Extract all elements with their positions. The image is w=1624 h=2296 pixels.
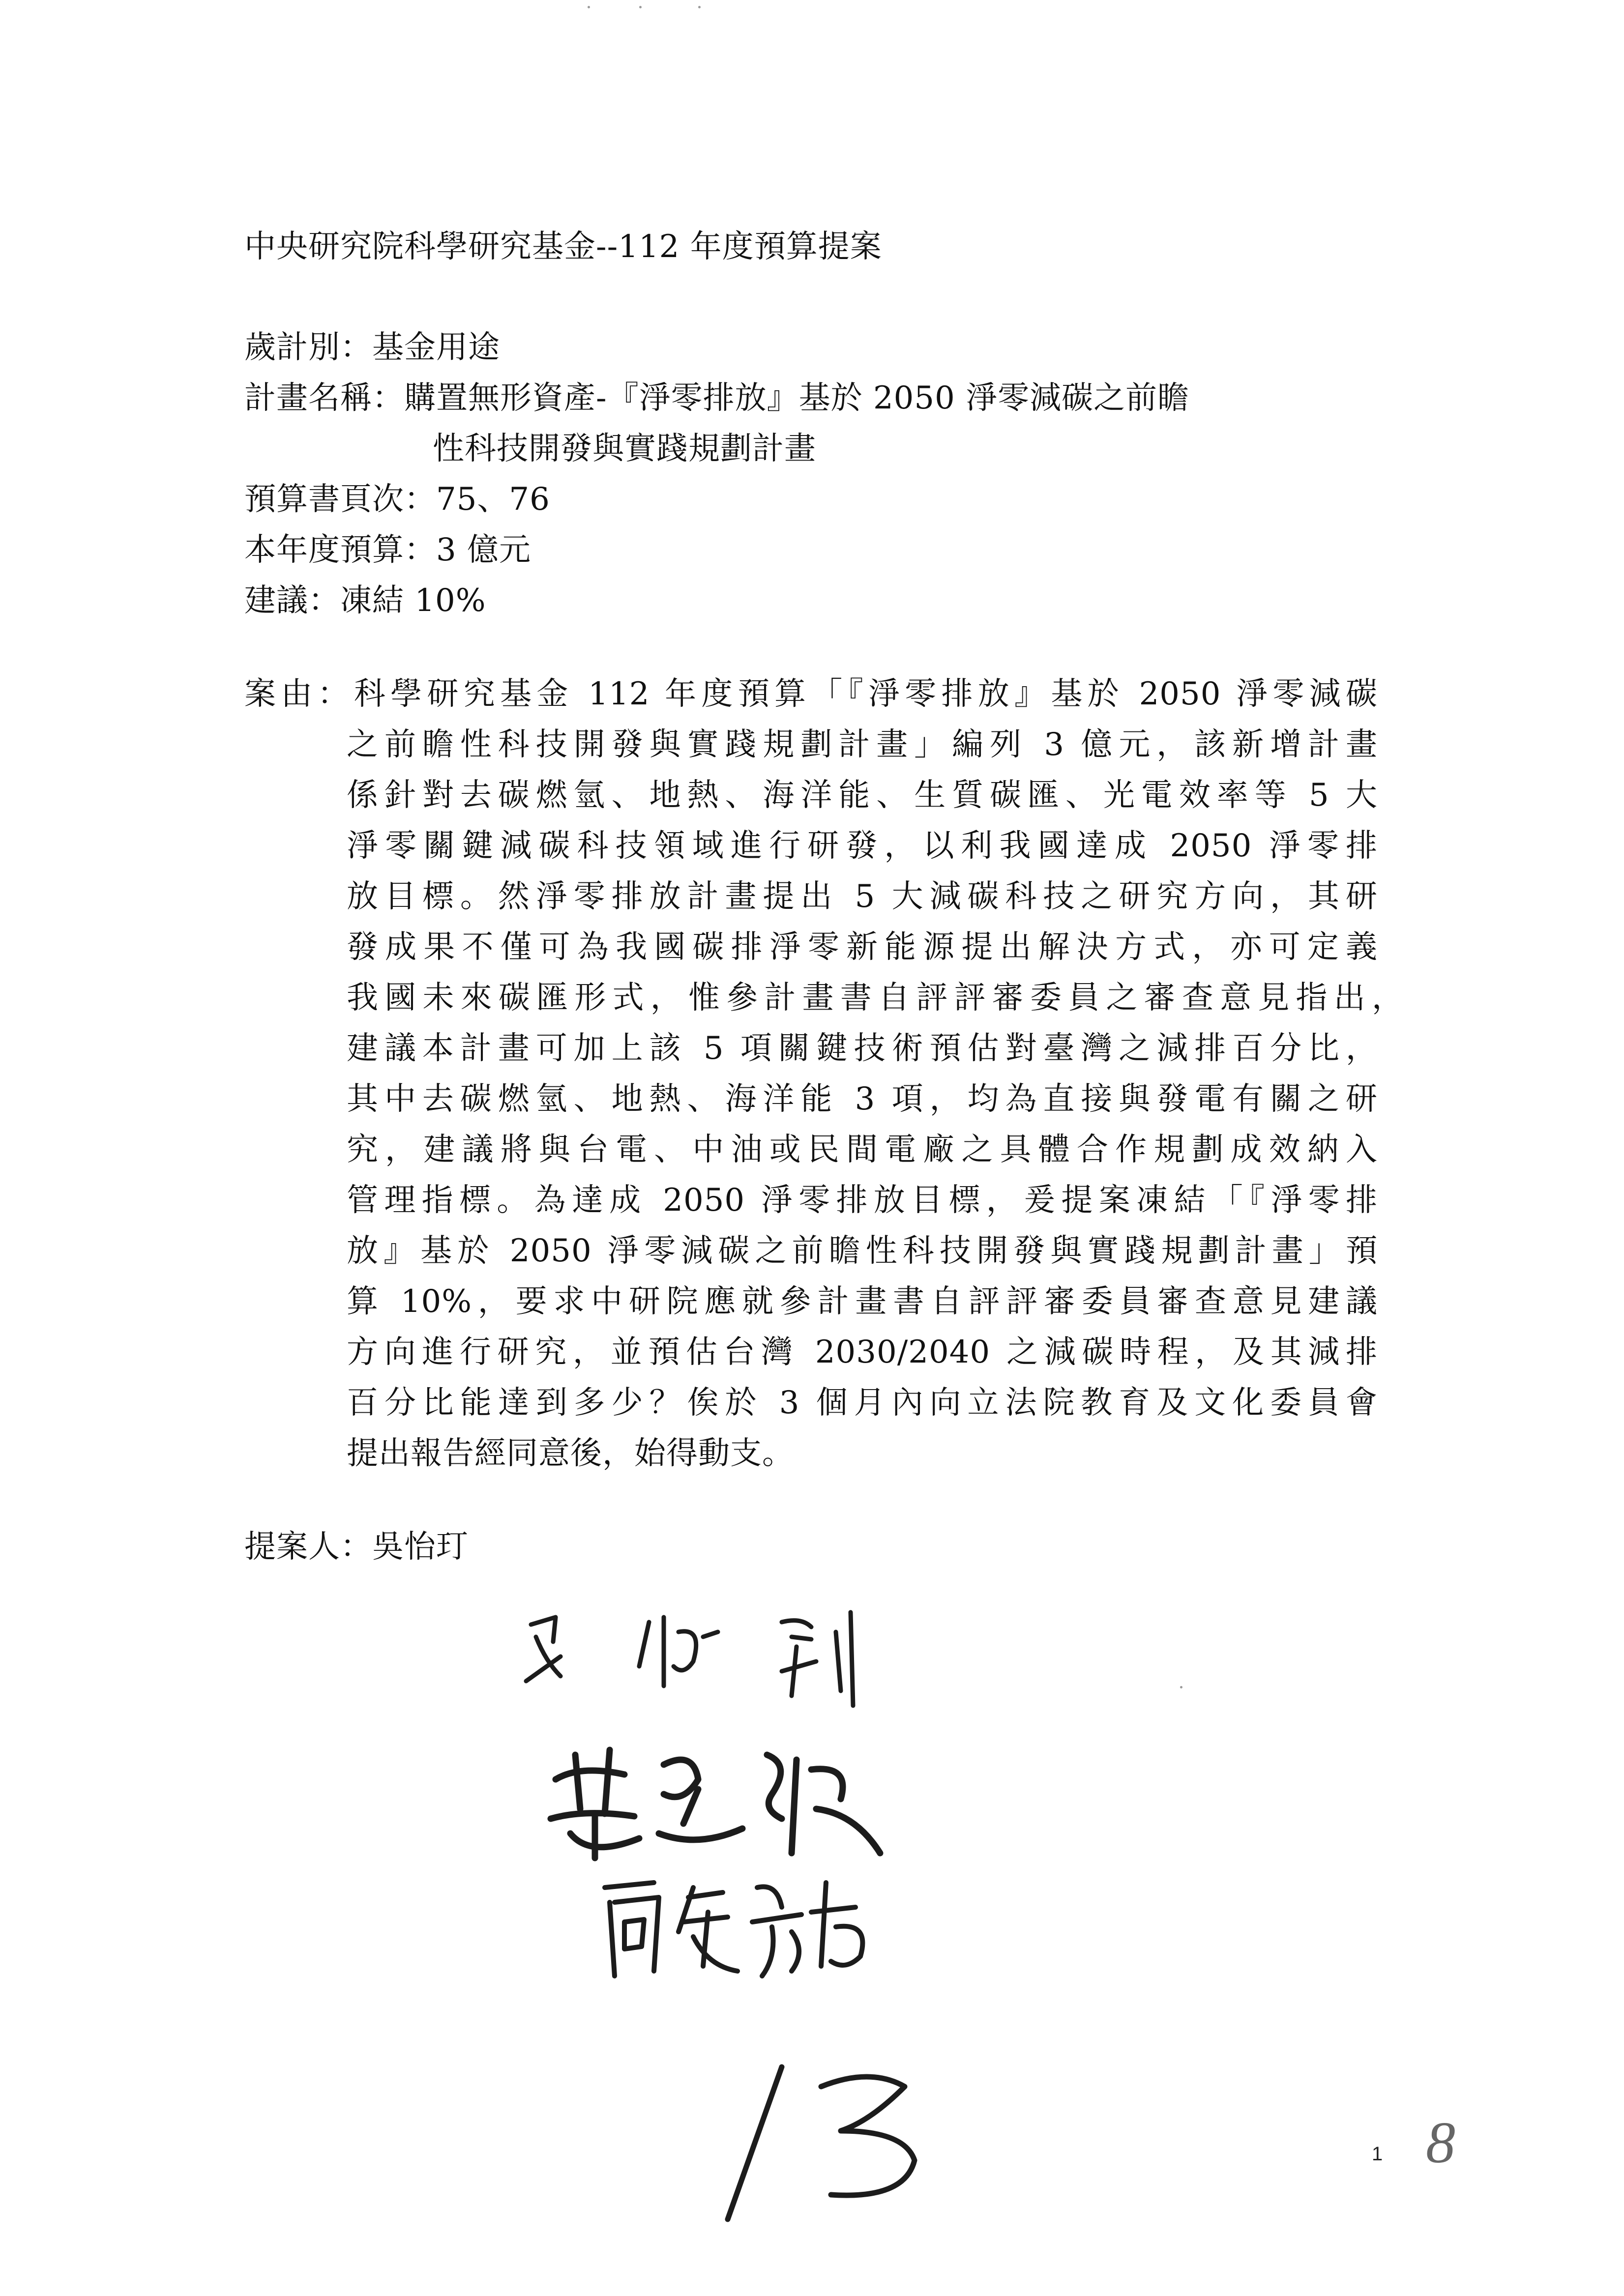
handwritten-page-number: 8 <box>1426 2110 1455 2175</box>
reason-line: 算 10%，要求中研院應就參計畫書自評評審委員審查意見建議 <box>347 1283 1378 1320</box>
budget-pages: 預算書頁次：75、76 <box>244 481 550 518</box>
signature-2 <box>536 1735 919 1883</box>
reason-line: 建議本計畫可加上該 5 項關鍵技術預估對臺灣之減排百分比， <box>347 1030 1378 1067</box>
handwritten-number-13 <box>708 2057 964 2234</box>
signature-3 <box>595 1868 890 1986</box>
scan-dot <box>588 6 590 8</box>
proposal: 建議：凍結 10% <box>244 582 486 619</box>
document-title: 中央研究院科學研究基金--112 年度預算提案 <box>244 229 882 265</box>
reason-line: 究，建議將與台電、中油或民間電廠之具體合作規劃成效納入 <box>347 1132 1378 1168</box>
annual-budget: 本年度預算：3 億元 <box>244 532 531 568</box>
reason-line: 方向進行研究，並預估台灣 2030/2040 之減碳時程，及其減排 <box>347 1334 1378 1370</box>
reason-line: 其中去碳燃氫、地熱、海洋能 3 項，均為直接與發電有關之研 <box>347 1081 1378 1117</box>
reason-line: 淨零關鍵減碳科技領域進行研發，以利我國達成 2050 淨零排 <box>347 828 1378 864</box>
page-number: 1 <box>1372 2143 1383 2165</box>
reason-line: 之前瞻性科技開發與實踐規劃計畫」編列 3 億元，該新增計畫 <box>347 727 1378 763</box>
scan-dot <box>1180 1686 1182 1688</box>
budget-category: 歲計別：基金用途 <box>244 329 500 366</box>
reason-line: 我國未來碳匯形式，惟參計畫書自評評審委員之審查意見指出， <box>347 980 1404 1016</box>
reason-line: 發成果不僅可為我國碳排淨零新能源提出解決方式，亦可定義 <box>347 929 1378 965</box>
reason-line: 放目標。然淨零排放計畫提出 5 大減碳科技之研究方向，其研 <box>347 878 1378 915</box>
scan-dot <box>698 6 701 8</box>
signature-1 <box>516 1602 910 1725</box>
proposer: 提案人：吳怡玎 <box>244 1529 468 1565</box>
plan-name-line1: 計畫名稱：購置無形資產-『淨零排放』基於 2050 淨零減碳之前瞻 <box>244 380 1190 416</box>
reason-line: 係針對去碳燃氫、地熱、海洋能、生質碳匯、光電效率等 5 大 <box>347 777 1378 814</box>
reason-line: 百分比能達到多少？俟於 3 個月內向立法院教育及文化委員會 <box>347 1385 1378 1421</box>
reason-line: 管理指標。為達成 2050 淨零排放目標，爰提案凍結「『淨零排 <box>347 1182 1378 1219</box>
plan-name-line2: 性科技開發與實踐規劃計畫 <box>433 431 816 467</box>
scan-dot <box>639 6 642 8</box>
reason-line: 案由：科學研究基金 112 年度預算「『淨零排放』基於 2050 淨零減碳 <box>244 676 1378 712</box>
reason-line: 放』基於 2050 淨零減碳之前瞻性科技開發與實踐規劃計畫」預 <box>347 1233 1378 1269</box>
reason-line: 提出報告經同意後，始得動支。 <box>347 1435 794 1472</box>
